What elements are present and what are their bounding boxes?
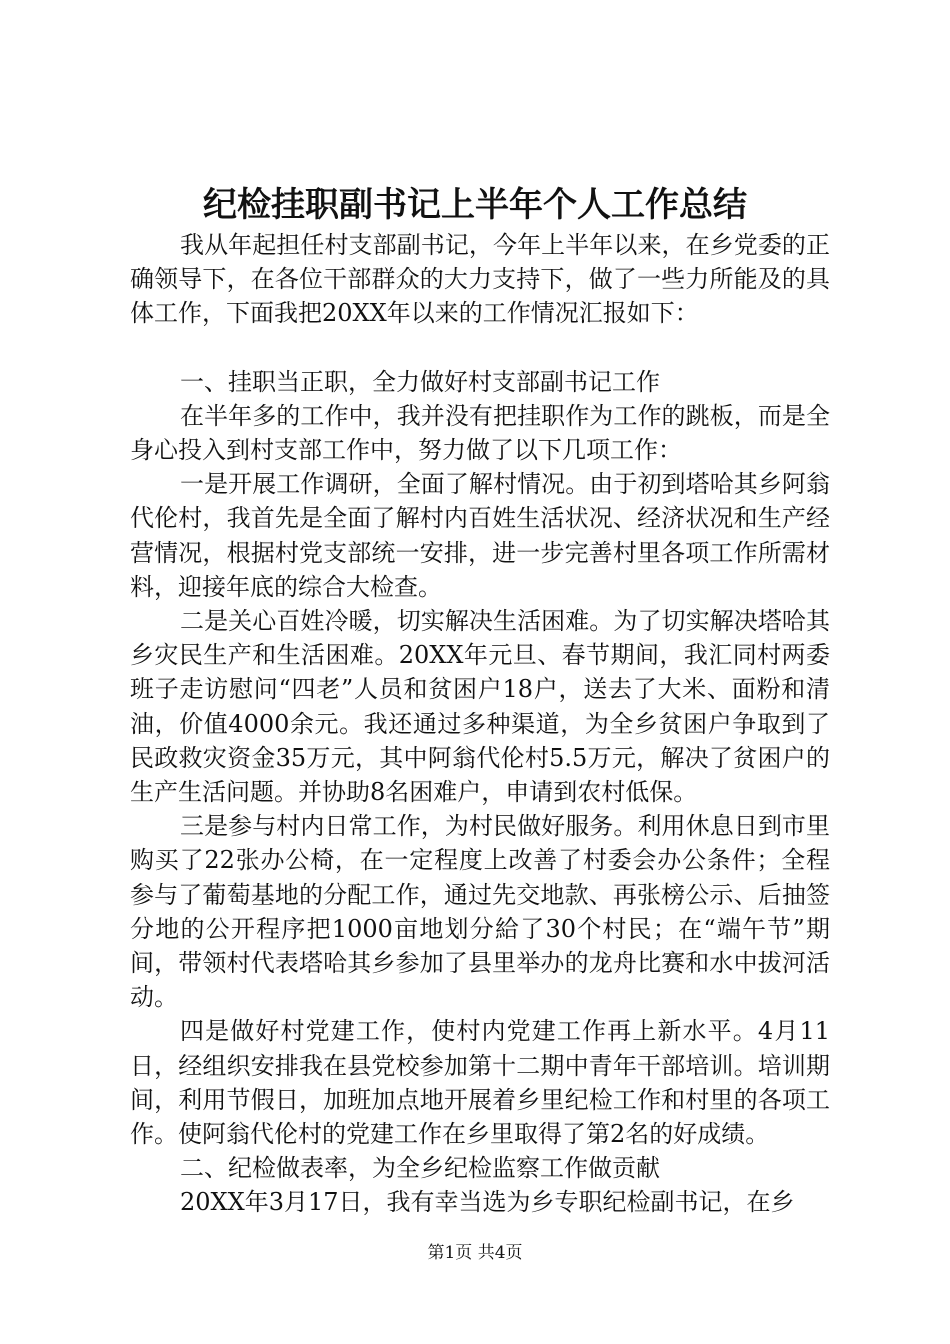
section-heading-1: 一、挂职当正职，全力做好村支部副书记工作 <box>180 367 660 396</box>
document-body <box>130 228 830 1220</box>
document-title: 纪检挂职副书记上半年个人工作总结 <box>203 185 747 225</box>
section-1-intro-paragraph: 在半年多的工作中，我并没有把挂职作为工作的跳板，而是全身心投入到村支部工作中，努力做了以下几项工作： <box>130 401 830 465</box>
item-2-paragraph: 二是关心百姓冷暖，切实解决生活困难。为了切实解决塔哈其乡灾民生产和生活困难。20XX年元旦、春节期间，我汇同村两委班子走访慰问“四老”人员和贫困户18户，送去了大米、面粉和清油，价值4000余元。我还通过多种渠道，为全乡贫困户争取到了民政救灾资金35万元，其中阿翁代伦村5.5万元，解决了贫困户的生产生活问题。并协助8名困难户，申请到农村低保。 <box>130 607 830 807</box>
page-number-footer: 第1页 共4页 <box>427 1243 523 1263</box>
paragraph-spacer <box>130 331 830 365</box>
intro-paragraph: 我从年起担任村支部副书记，今年上半年以来，在乡党委的正确领导下，在各位干部群众的大力支持下，做了一些力所能及的具体工作，下面我把20XX年以来的工作情况汇报如下： <box>130 231 830 328</box>
item-3-paragraph: 三是参与村内日常工作，为村民做好服务。利用休息日到市里购买了22张办公椅，在一定程度上改善了村委会办公条件；全程参与了葡萄基地的分配工作，通过先交地款、再张榜公示、后抽签分地的公开程序把1000亩地划分給了30个村民；在“端午节”期间，带领村代表塔哈其乡参加了县里举办的龙舟比赛和水中拔河活动。 <box>130 812 830 1012</box>
section-2-paragraph: 20XX年3月17日，我有幸当选为乡专职纪检副书记，在乡 <box>180 1188 795 1217</box>
item-4-paragraph: 四是做好村党建工作，使村内党建工作再上新水平。4月11日，经组织安排我在县党校参加第十二期中青年干部培训。培训期间，利用节假日，加班加点地开展着乡里纪检工作和村里的各项工作。使阿翁代伦村的党建工作在乡里取得了第2名的好成绩。 <box>130 1017 830 1149</box>
section-heading-2: 二、纪检做表率，为全乡纪检监察工作做贡献 <box>180 1154 660 1183</box>
item-1-paragraph: 一是开展工作调研，全面了解村情况。由于初到塔哈其乡阿翁代伦村，我首先是全面了解村内百姓生活状况、经济状况和生产经营情况，根据村党支部统一安排，进一步完善村里各项工作所需材料，迎接年底的综合大检查。 <box>130 470 830 601</box>
